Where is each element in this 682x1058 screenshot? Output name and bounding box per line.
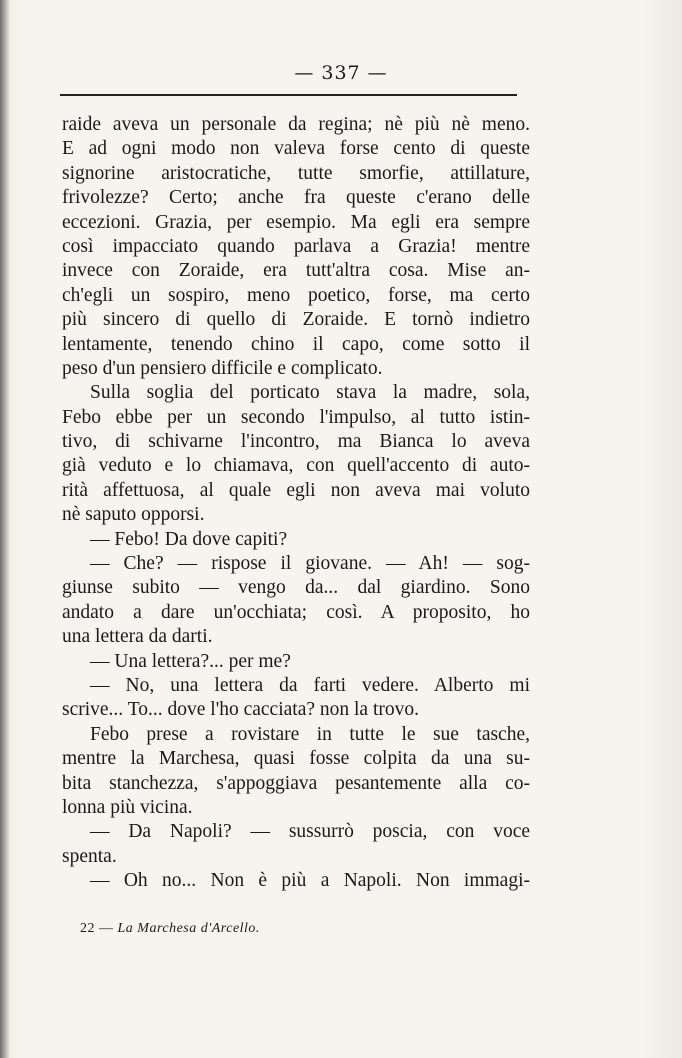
text-line: — Febo! Da dove capiti? [90,528,288,550]
text-line: — Che? — rispose il giovane. — Ah! — sog- [90,553,530,575]
text-line: giunse subito — vengo da... dal giardino. Sono [62,577,530,599]
text-line: — Da Napoli? — sussurrò poscia, con voce [90,821,530,843]
page-number: — 337 — [294,62,388,84]
text-line: Sulla soglia del porticato stava la madre, sola, [90,382,530,404]
text-line: scrive... To... dove l'ho cacciata? non la trovo. [62,699,419,721]
text-line: ch'egli un sospiro, meno poetico, forse, ma certo [62,284,530,306]
text-line: peso d'un pensiero difficile e complicato. [62,357,383,379]
text-line: rità affettuosa, al quale egli non aveva mai voluto [62,479,530,501]
text-line: lentamente, tenendo chino il capo, come sotto il [62,333,530,355]
text-line: nè saputo opporsi. [62,504,205,526]
text-line: una lettera da darti. [62,626,213,648]
text-line: Febo ebbe per un secondo l'impulso, al tutto istin- [62,406,530,428]
header-rule [60,94,517,96]
text-line: — Una lettera?... per me? [90,650,291,672]
text-line: signorine aristocratiche, tutte smorfie, attillature, [62,162,530,184]
body-text [62,113,530,894]
text-line: lonna più vicina. [62,796,193,818]
page-spine-shadow [0,0,10,1058]
footer-signature [80,921,260,937]
text-line: raide aveva un personale da regina; nè più nè meno. [62,114,530,135]
book-title: La Marchesa d'Arcello. [117,921,260,936]
text-line: — No, una lettera da farti vedere. Alberto mi [90,674,530,696]
text-line: andato a dare un'occhiata; così. A proposito, ho [62,601,530,623]
text-line: già veduto e lo chiamava, con quell'accento di auto- [62,455,530,477]
text-line: Febo prese a rovistare in tutte le sue tasche, [90,723,530,745]
text-line: frivolezze? Certo; anche fra queste c'erano delle [62,187,530,209]
text-line: eccezioni. Grazia, per esempio. Ma egli era sempre [62,211,530,233]
text-line: — Oh no... Non è più a Napoli. Non immagi- [90,870,530,892]
text-line: più sincero di quello di Zoraide. E tornò indietro [62,309,530,331]
text-line: mentre la Marchesa, quasi fosse colpita da una su- [62,748,530,770]
text-line: bita stanchezza, s'appoggiava pesantemente alla co- [62,772,530,794]
text-line: tivo, di schivarne l'incontro, ma Bianca lo aveva [62,431,530,453]
text-line: invece con Zoraide, era tutt'altra cosa. Mise an- [62,260,530,282]
text-line: così impacciato quando parlava a Grazia! mentre [62,235,530,257]
signature-mark: 22 — [80,921,114,936]
text-line: E ad ogni modo non valeva forse cento di queste [62,138,530,160]
text-line: spenta. [62,845,117,867]
